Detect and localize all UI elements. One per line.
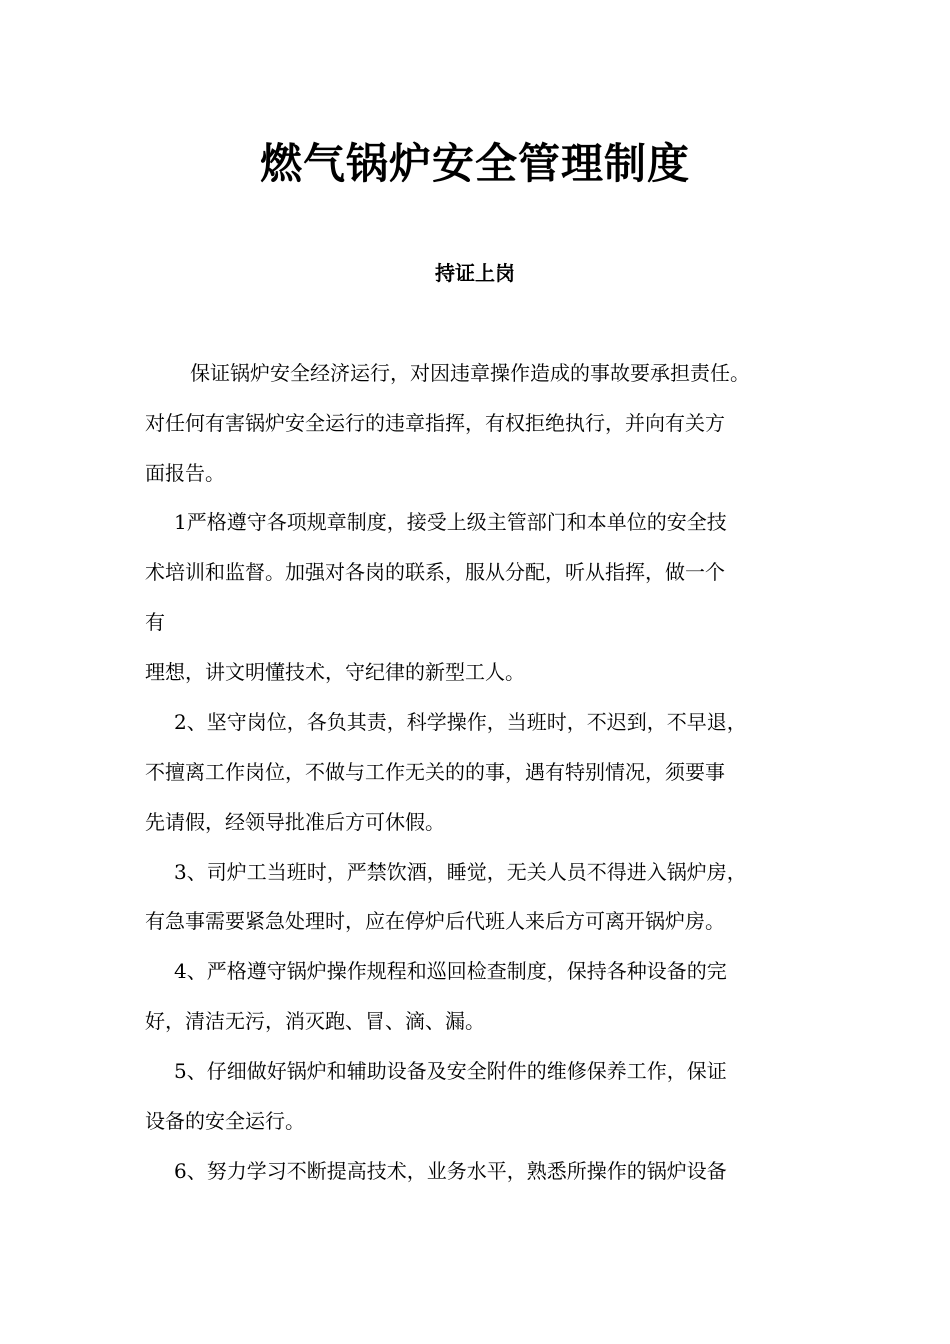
- paragraph-line: 好，清洁无污，消灭跑、冒、滴、漏。: [145, 1009, 485, 1033]
- paragraph-line: 有急事需要紧急处理时，应在停炉后代班人来后方可离开锅炉房。: [145, 909, 725, 933]
- paragraph-line: 5、仔细做好锅炉和辅助设备及安全附件的维修保养工作，保证: [174, 1059, 727, 1083]
- paragraph-line: 先请假，经领导批准后方可休假。: [145, 810, 445, 834]
- paragraph-line: 6、努力学习不断提高技术，业务水平，熟悉所操作的锅炉设备: [174, 1159, 727, 1183]
- paragraph-line: 3、司炉工当班时，严禁饮酒，睡觉，无关人员不得进入锅炉房，: [174, 860, 747, 884]
- paragraph-line: 不擅离工作岗位，不做与工作无关的的事，遇有特别情况，须要事: [145, 760, 725, 784]
- paragraph-line: 保证锅炉安全经济运行，对因违章操作造成的事故要承担责任。: [190, 361, 750, 385]
- paragraph-line: 设备的安全运行。: [145, 1109, 305, 1133]
- section-heading: 持证上岗: [435, 261, 515, 285]
- paragraph-line: 2、坚守岗位，各负其责，科学操作，当班时，不迟到，不早退，: [174, 710, 747, 734]
- paragraph-line: 1严格遵守各项规章制度，接受上级主管部门和本单位的安全技: [174, 510, 727, 534]
- paragraph-line: 术培训和监督。加强对各岗的联系，服从分配，听从指挥，做一个: [145, 560, 725, 584]
- paragraph-line: 理想，讲文明懂技术，守纪律的新型工人。: [145, 660, 525, 684]
- paragraph-line: 4、严格遵守锅炉操作规程和巡回检查制度，保持各种设备的完: [174, 959, 727, 983]
- paragraph-line: 对任何有害锅炉安全运行的违章指挥，有权拒绝执行，并向有关方: [145, 411, 725, 435]
- paragraph-line: 面报告。: [145, 461, 225, 485]
- document-title: 燃气锅炉安全管理制度: [259, 139, 690, 188]
- paragraph-line: 有: [145, 610, 165, 634]
